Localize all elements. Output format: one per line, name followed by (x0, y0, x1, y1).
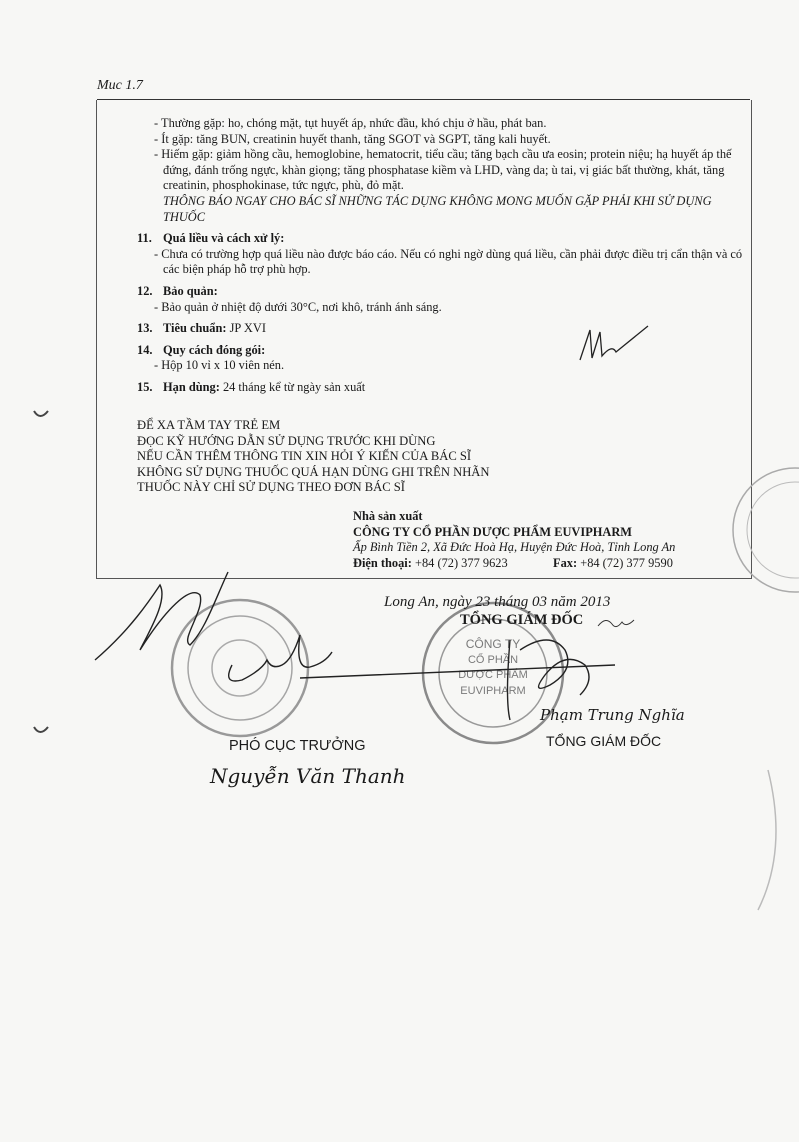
manufacturer-label: Nhà sản xuất (353, 509, 423, 523)
official-signature (95, 572, 228, 660)
edge-stamp-inner (747, 482, 799, 578)
storage-text: - Bảo quản ở nhiệt độ dưới 30°C, nơi khô, tránh ánh sáng. (137, 300, 747, 316)
official-stamp (172, 600, 308, 736)
stamp-text-line: CÔNG TY (465, 637, 521, 651)
initials-signature (580, 326, 648, 360)
side-effect-notice: THÔNG BÁO NGAY CHO BÁC SĨ NHỮNG TÁC DỤNG KHÔNG MONG MUỐN GẶP PHẢI KHI SỬ DỤNG THUỐC (163, 193, 712, 224)
scan-mark (758, 770, 776, 910)
overdose-text: - Chưa có trường hợp quá liều nào được báo cáo. Nếu có nghi ngờ dùng quá liều, cần phải được điều trị cẩn thận và có các biện pháp hỗ trợ phù hợp. (137, 247, 747, 278)
stamp-text-line: CỔ PHẦN (467, 654, 519, 666)
stamp-text-line: EUVIPHARM (460, 685, 526, 697)
director-name: Phạm Trung Nghĩa (540, 706, 685, 724)
warning-line: ĐỂ XA TẦM TAY TRẺ EM (137, 418, 281, 432)
section-title: Quá liều và cách xử lý: (163, 231, 285, 246)
manufacturer-company: CÔNG TY CỔ PHẦN DƯỢC PHẨM EUVIPHARM (353, 524, 633, 539)
manufacturer-address: Ấp Bình Tiền 2, Xã Đức Hoà Hạ, Huyện Đức Hoà, Tỉnh Long An (353, 540, 676, 555)
side-effect-rare: - Hiếm gặp: giảm hồng cầu, hemoglobine, hematocrit, tiểu cầu; tăng bạch cầu ưa eosin; protein niệu; hạ huyết áp thế đứng, đánh trống ngực, khàn giọng; tăng phosphatase kiềm và LHD, vàng da; ù tai, vị giác bất thường, khát, tăng creatinin, phosphokinase, tức ngực, phù, đỏ mặt. (137, 147, 747, 194)
section-number: 15. (137, 379, 153, 394)
section-title: Hạn dùng: (163, 379, 220, 394)
section-value: 24 tháng kể từ ngày sản xuất (222, 379, 366, 394)
section-title: Tiêu chuẩn: (163, 321, 227, 336)
section-label: Muc 1.7 (97, 78, 143, 93)
phone-value: +84 (72) 377 9623 (414, 555, 508, 570)
fax-label: Fax: (553, 555, 578, 570)
side-effect-uncommon: - Ít gặp: tăng BUN, creatinin huyết thanh, tăng SGOT và SGPT, tăng kali huyết. (137, 132, 747, 148)
stamp-text-line: DƯỢC PHẨM (458, 669, 528, 681)
official-name: Nguyễn Văn Thanh (210, 764, 406, 788)
section-value: JP XVI (229, 321, 266, 336)
section-title: Quy cách đóng gói: (163, 342, 266, 357)
packaging-text: - Hộp 10 vỉ x 10 viên nén. (137, 358, 747, 374)
small-signature-mark (598, 620, 634, 627)
warning-line: KHÔNG SỬ DỤNG THUỐC QUÁ HẠN DÙNG GHI TRÊN NHÃN (137, 464, 490, 479)
warning-line: NẾU CẦN THÊM THÔNG TIN XIN HỎI Ý KIẾN CỦA BÁC SĨ (137, 449, 472, 463)
sign-date: Long An, ngày 23 tháng 03 năm 2013 (384, 594, 611, 610)
section-number: 11. (137, 231, 152, 246)
warning-line: THUỐC NÀY CHỈ SỬ DỤNG THEO ĐƠN BÁC SĨ (137, 480, 405, 494)
section-number: 12. (137, 283, 153, 298)
edge-stamp (733, 468, 799, 592)
phone-label: Điện thoại: (353, 555, 412, 570)
side-effect-common: - Thường gặp: ho, chóng mặt, tụt huyết áp, nhức đầu, khó chịu ở hầu, phát ban. (137, 116, 747, 132)
director-role: TỔNG GIÁM ĐỐC (546, 733, 662, 749)
warning-line: ĐỌC KỸ HƯỚNG DẪN SỬ DỤNG TRƯỚC KHI DÙNG (137, 433, 436, 448)
scan-mark (34, 411, 48, 416)
fax-value: +84 (72) 377 9590 (580, 555, 673, 570)
section-number: 14. (137, 342, 153, 357)
section-title: Bảo quản: (163, 283, 218, 298)
scan-mark (34, 727, 48, 732)
director-title: TỔNG GIÁM ĐỐC (460, 612, 584, 628)
section-number: 13. (137, 321, 153, 336)
official-role: PHÓ CỤC TRƯỞNG (229, 738, 366, 754)
official-stamp-inner (188, 616, 292, 720)
